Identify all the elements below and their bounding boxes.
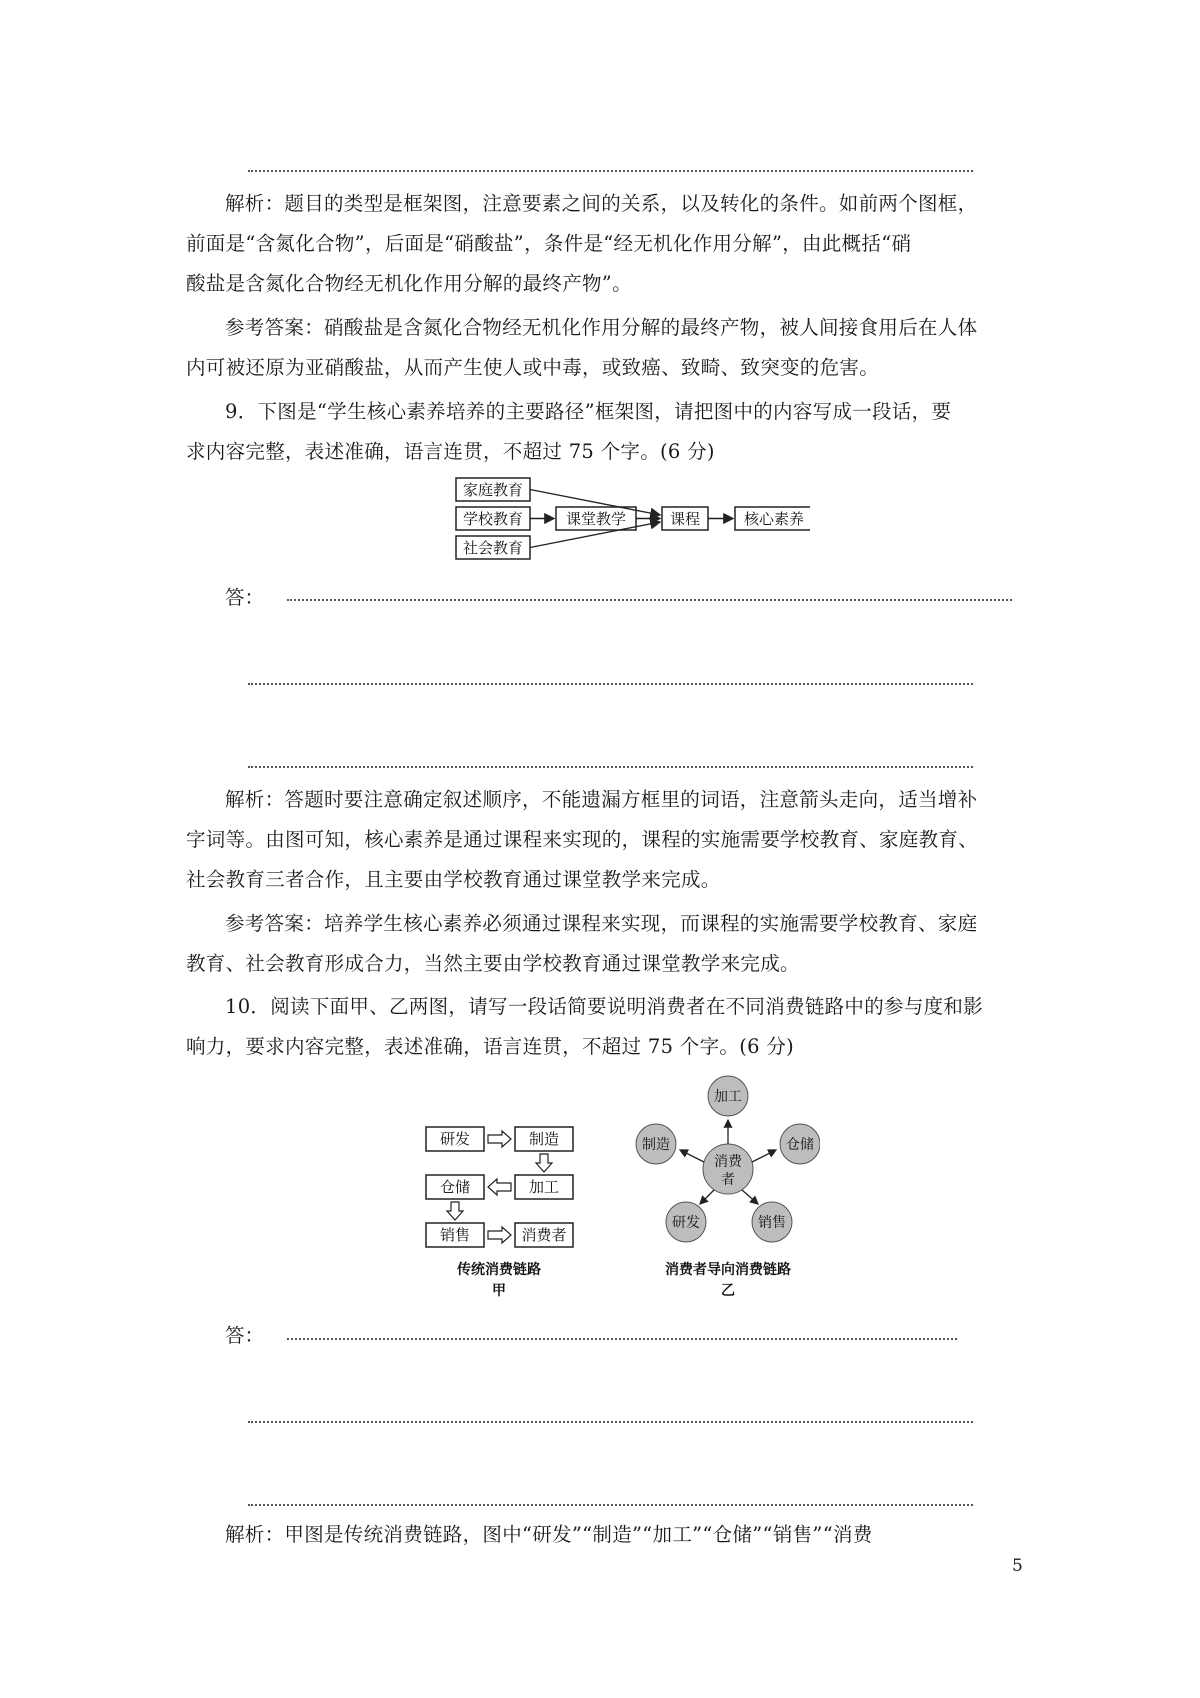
analysis-paragraph-1 bbox=[186, 184, 1026, 304]
text-line: 求内容完整，表述准确，语言连贯，不超过 75 个字。(6 分) bbox=[186, 440, 715, 463]
node-store: 仓储 bbox=[439, 1178, 471, 1196]
node-sell: 销售 bbox=[758, 1215, 786, 1231]
analysis-paragraph-3 bbox=[186, 1515, 1026, 1555]
question-9 bbox=[186, 392, 1026, 472]
answer-line[interactable] bbox=[248, 683, 973, 685]
node-consumer: 消费者 bbox=[521, 1226, 567, 1244]
box-course: 课程 bbox=[669, 510, 701, 528]
analysis-paragraph-2 bbox=[186, 780, 1026, 900]
node-consumer-line2: 者 bbox=[721, 1172, 735, 1188]
text-line: 内可被还原为亚硝酸盐，从而产生使人或中毒，或致癌、致畸、致突变的危害。 bbox=[186, 356, 880, 379]
question-10 bbox=[186, 987, 1026, 1067]
page-number: 5 bbox=[1012, 1556, 1023, 1576]
text-line: 酸盐是含氮化合物经无机化作用分解的最终产物”。 bbox=[186, 272, 632, 295]
node-make: 制造 bbox=[528, 1130, 560, 1148]
figure-sublabel: 甲 bbox=[492, 1283, 506, 1299]
text-line: 10．阅读下面甲、乙两图，请写一段话简要说明消费者在不同消费链路中的参与度和影 bbox=[225, 995, 984, 1018]
answer-line[interactable] bbox=[287, 1338, 957, 1340]
text-line: 解析：甲图是传统消费链路，图中“研发”“制造”“加工”“仓储”“销售”“消费 bbox=[225, 1523, 873, 1546]
node-process: 加工 bbox=[714, 1089, 742, 1105]
answer-line bbox=[248, 170, 973, 172]
figure-sublabel: 乙 bbox=[721, 1283, 735, 1299]
text-line: 解析：题目的类型是框架图，注意要素之间的关系，以及转化的条件。如前两个图框， bbox=[225, 192, 978, 215]
node-rd: 研发 bbox=[672, 1215, 700, 1231]
answer-label: 答： bbox=[225, 1324, 265, 1347]
answer-line[interactable] bbox=[248, 1504, 973, 1506]
text-line: 响力，要求内容完整，表述准确，语言连贯，不超过 75 个字。(6 分) bbox=[186, 1035, 795, 1058]
reference-answer-2 bbox=[186, 904, 1026, 984]
figure-10-consumer-chain bbox=[620, 1072, 820, 1302]
answer-line[interactable] bbox=[248, 766, 973, 768]
node-rd: 研发 bbox=[439, 1130, 471, 1148]
box-school-education: 学校教育 bbox=[462, 510, 524, 528]
text-line: 解析：答题时要注意确定叙述顺序，不能遗漏方框里的词语，注意箭头走向，适当增补 bbox=[225, 788, 978, 811]
box-home-education: 家庭教育 bbox=[462, 481, 524, 499]
text-line: 参考答案：硝酸盐是含氮化合物经无机化作用分解的最终产物，被人间接食用后在人体 bbox=[225, 316, 978, 339]
node-store: 仓储 bbox=[786, 1137, 814, 1153]
text-line: 参考答案：培养学生核心素养必须通过课程来实现，而课程的实施需要学校教育、家庭 bbox=[225, 912, 978, 935]
text-line: 社会教育三者合作，且主要由学校教育通过课堂教学来完成。 bbox=[186, 868, 721, 891]
node-sell: 销售 bbox=[439, 1226, 471, 1244]
answer-label: 答： bbox=[225, 586, 265, 609]
figure-caption: 传统消费链路 bbox=[457, 1262, 541, 1278]
figure-9-diagram bbox=[450, 474, 810, 570]
reference-answer-1 bbox=[186, 308, 1026, 388]
figure-10-traditional-chain bbox=[420, 1122, 590, 1302]
text-line: 前面是“含氮化合物”，后面是“硝酸盐”，条件是“经无机化作用分解”，由此概括“硝 bbox=[186, 232, 912, 255]
box-social-education: 社会教育 bbox=[462, 539, 524, 557]
text-line: 字词等。由图可知，核心素养是通过课程来实现的，课程的实施需要学校教育、家庭教育、 bbox=[186, 828, 979, 851]
answer-line[interactable] bbox=[248, 1421, 973, 1423]
answer-line[interactable] bbox=[287, 599, 1012, 601]
node-process: 加工 bbox=[528, 1178, 560, 1196]
text-line: 教育、社会教育形成合力，当然主要由学校教育通过课堂教学来完成。 bbox=[186, 952, 800, 975]
text-line: 9．下图是“学生核心素养培养的主要路径”框架图，请把图中的内容写成一段话，要 bbox=[225, 400, 952, 423]
box-core-literacy: 核心素养 bbox=[743, 510, 805, 528]
node-make: 制造 bbox=[642, 1137, 670, 1153]
node-consumer-line1: 消费 bbox=[714, 1154, 742, 1170]
figure-caption: 消费者导向消费链路 bbox=[665, 1262, 791, 1278]
box-classroom-teaching: 课堂教学 bbox=[565, 510, 627, 528]
